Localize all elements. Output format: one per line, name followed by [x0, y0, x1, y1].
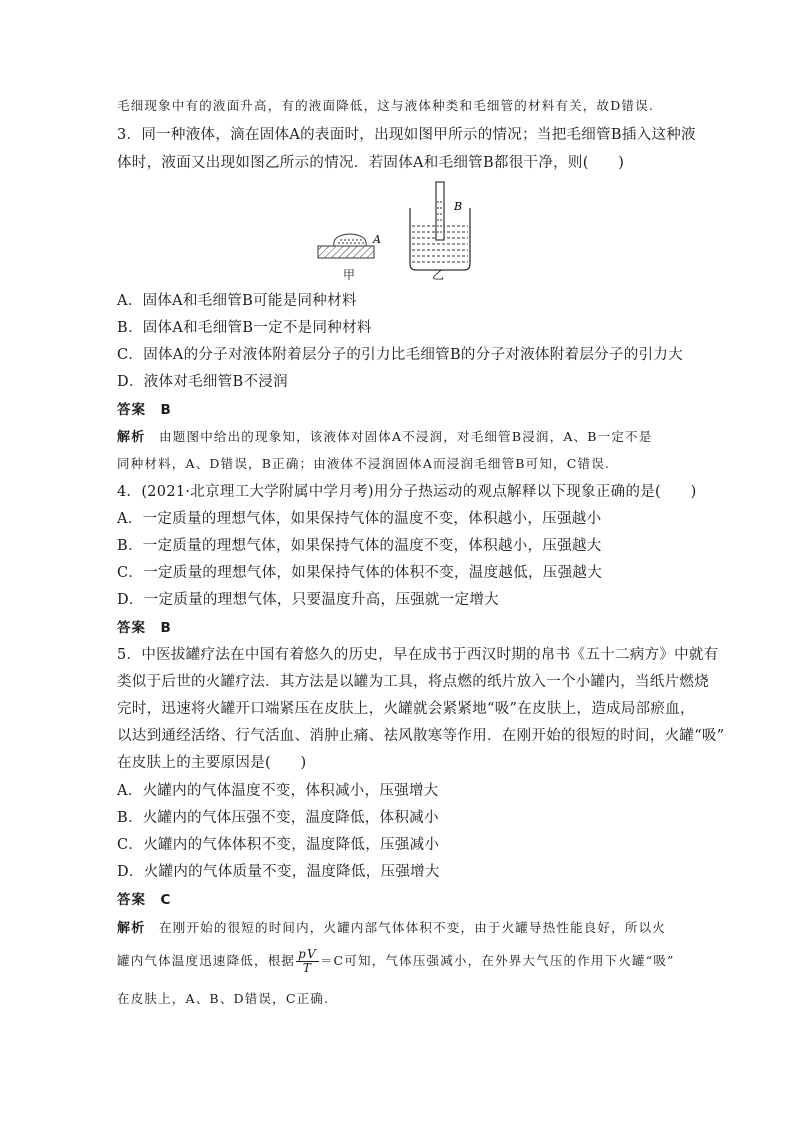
fig-label-yi: 乙 [432, 268, 445, 282]
q4-option-a: A．一定质量的理想气体，如果保持气体的温度不变，体积越小，压强越小 [117, 511, 602, 527]
q3-stem-line1: 3．同一种液体，滴在固体A的表面时，出现如图甲所示的情况；当把毛细管B插入这种液 [117, 127, 696, 143]
q5-option-a: A．火罐内的气体温度不变，体积减小，压强增大 [117, 783, 439, 799]
q3-analysis-line2: 同种材料，A、D错误，B正确；由液体不浸润固体A而浸润毛细管B可知，C错误. [117, 456, 611, 471]
q5-analysis-line1: 解析 在刚开始的很短的时间内，火罐内部气体体积不变，由于火罐导热性能良好，所以火 [117, 920, 667, 936]
q4-answer [117, 618, 172, 638]
q4-option-b: B．一定质量的理想气体，如果保持气体的温度不变，体积越小，压强越大 [117, 538, 602, 554]
q3-answer [117, 400, 172, 420]
answer-value: B [160, 620, 172, 636]
q3-option-d: D．液体对毛细管B不浸润 [117, 374, 288, 390]
figure-jia-solid-a [318, 233, 381, 258]
analysis-label: 解析 [117, 921, 146, 936]
q3-stem-line2: 体时，液面又出现如图乙所示的情况．若固体A和毛细管B都很干净，则( ) [117, 155, 625, 171]
fig-mark-b: B [454, 200, 463, 213]
q5-option-c: C．火罐内的气体体积不变，温度降低，压强减小 [117, 837, 440, 853]
q4-option-c: C．一定质量的理想气体，如果保持气体的体积不变，温度越低，压强越大 [117, 565, 602, 581]
q5-option-b: B．火罐内的气体压强不变，温度降低，体积减小 [117, 810, 439, 826]
q3-option-b: B．固体A和毛细管B一定不是同种材料 [117, 320, 372, 336]
fig-label-jia: 甲 [343, 268, 356, 282]
q4-option-d: D．一定质量的理想气体，只要温度升高，压强就一定增大 [117, 592, 499, 608]
q5-stem-line1: 5．中医拔罐疗法在中国有着悠久的历史，早在成书于西汉时期的帛书《五十二病方》中就有 [117, 647, 719, 663]
q4-stem: 4．(2021·北京理工大学附属中学月考)用分子热运动的观点解释以下现象正确的是( ) [117, 484, 697, 500]
formula-fraction: $\frac{pV}{T}$ [298, 947, 317, 975]
q5-stem-line4: 以达到通经活络、行气活血、消肿止痛、祛风散寒等作用．在刚开始的很短的时间，火罐“吸” [117, 728, 725, 744]
q3-analysis-line1: 解析 由题图中给出的现象知，该液体对固体A不浸润，对毛细管B浸润，A、B一定不是 [117, 429, 653, 445]
q5-answer [117, 890, 171, 910]
q3-option-c: C．固体A的分子对液体附着层分子的引力比毛细管B的分子对液体附着层分子的引力大 [117, 347, 683, 363]
answer-value: C [160, 892, 172, 908]
q3-option-a: A．固体A和毛细管B可能是同种材料 [117, 293, 357, 309]
q5-option-d: D．火罐内的气体质量不变，温度降低，压强增大 [117, 864, 440, 880]
q3-figure [310, 180, 490, 280]
intro-text: 毛细现象中有的液面升高，有的液面降低，这与液体种类和毛细管的材料有关，故D错误. [117, 98, 654, 113]
answer-value: B [160, 402, 172, 418]
figure-yi-container [410, 182, 470, 270]
answer-label: 答案 [117, 620, 146, 636]
q5-analysis-line3: 在皮肤上，A、B、D错误，C正确. [117, 991, 330, 1006]
answer-label: 答案 [117, 402, 146, 418]
q5-stem-line5: 在皮肤上的主要原因是( ) [117, 755, 307, 771]
q5-stem-line3: 完时，迅速将火罐开口端紧压在皮肤上，火罐就会紧紧地“吸”在皮肤上，造成局部瘀血， [117, 701, 695, 717]
fig-mark-a: A [373, 233, 381, 246]
q5-stem-line2: 类似于后世的火罐疗法．其方法是以罐为工具，将点燃的纸片放入一个小罐内，当纸片燃烧 [117, 674, 709, 690]
answer-label: 答案 [117, 892, 146, 908]
q5-analysis-line2: 罐内气体温度迅速降低，根据 $\frac{pV}{T}$ ＝C可知，气体压强减小，在外界大气压的作用下火罐“吸” [117, 947, 675, 975]
analysis-label: 解析 [117, 430, 146, 445]
